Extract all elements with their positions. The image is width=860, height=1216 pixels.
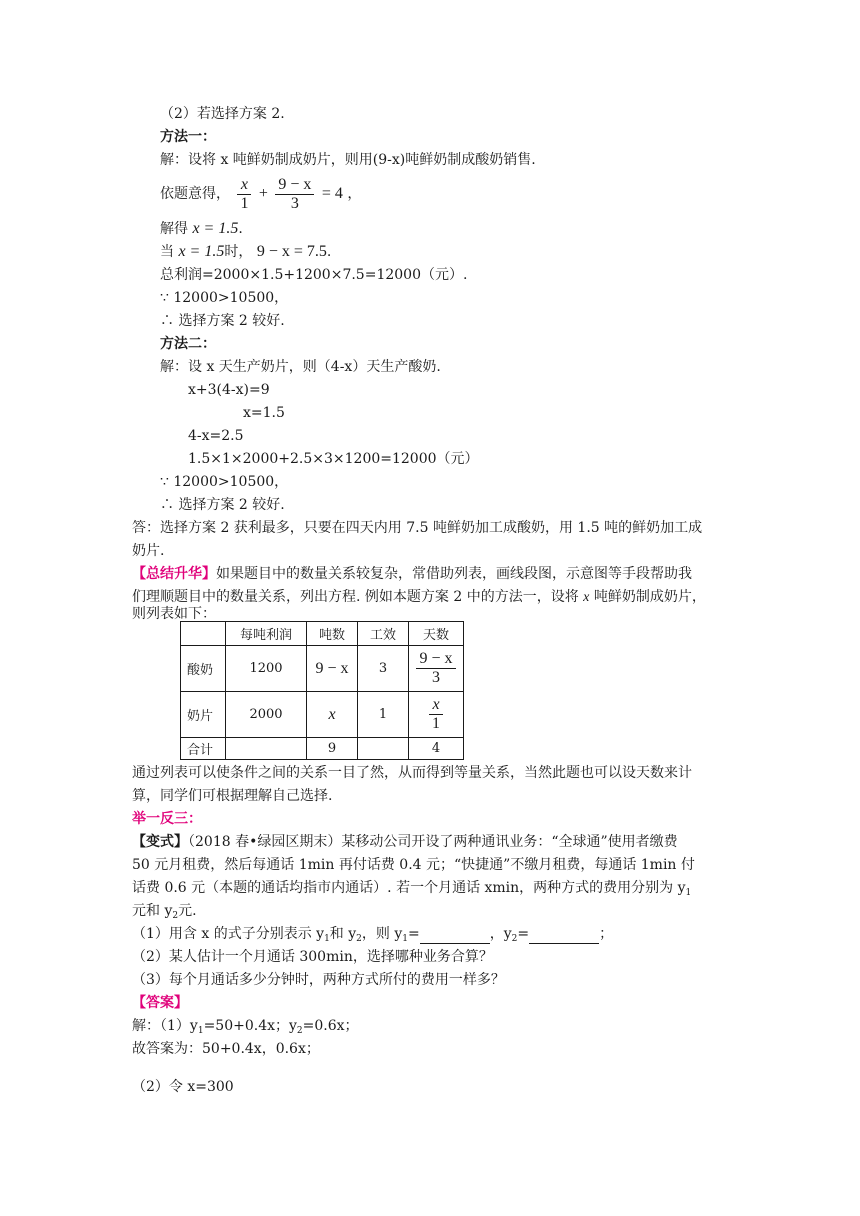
row-profit: 2000 [226, 692, 307, 738]
x-value: x = 1.5 [192, 220, 239, 237]
method1-when [160, 242, 331, 262]
answer-line-1 [132, 1016, 359, 1036]
row-rate [358, 738, 409, 760]
fraction-9-minus-x-over-3 [275, 176, 314, 213]
row-tons: 9 [307, 738, 358, 760]
method1-title: 方法一： [160, 129, 216, 145]
row-days: 4 [409, 738, 464, 760]
after-table-line-2: 算，同学们可根据理解自己选择. [132, 788, 333, 804]
row-name: 酸奶 [181, 646, 226, 692]
summary-text-1: 如果题目中的数量关系较复杂，常借助列表，画线段图，示意图等手段帮助我 [216, 566, 692, 582]
summary-text-2b: 吨鲜奶制成奶片， [589, 589, 706, 605]
summary-line-3: 则列表如下： [132, 606, 216, 622]
question-2: （2）某人估计一个月通话 300min，选择哪种业务合算？ [132, 949, 493, 965]
nine-minus-x: 9 − x = 7.5 [256, 243, 327, 260]
row-tons: x [307, 692, 358, 738]
when-label: 当 [160, 244, 174, 260]
result-suffix: . [238, 221, 243, 237]
example-heading: 举一反三： [132, 811, 202, 827]
summary-line-1 [132, 564, 692, 584]
sub-1: 1 [685, 888, 692, 898]
eq-suffix: ， [347, 186, 362, 202]
q1-sub-1: 1 [324, 934, 330, 944]
example-line-1 [132, 832, 678, 852]
days-denominator: 1 [432, 715, 440, 732]
frac2-numerator: 9 − x [275, 176, 314, 195]
method2-title: 方法二： [160, 336, 216, 352]
row-rate: 1 [358, 692, 409, 738]
method2-line-4: 1.5×1×2000+2.5×3×1200=12000（元） [188, 451, 479, 467]
summary-text-2a: 们理顺题目中的数量关系，列出方程. 例如本题方案 2 中的方法一，设将 [132, 589, 584, 605]
example-line-4 [132, 901, 197, 921]
answer-tag: 【答案】 [132, 995, 188, 1011]
q1-text-f: = [517, 926, 530, 942]
when-suffix: . [326, 244, 332, 260]
eq-rhs: = 4 [321, 185, 343, 202]
method1-solve: 解：设将 x 吨鲜奶制成奶片，则用(9-x)吨鲜奶制成酸奶销售. [160, 152, 536, 168]
header-cell: 天数 [409, 622, 464, 646]
header-cell [181, 622, 226, 646]
table-row [181, 646, 464, 692]
method2-line-3: 4-x=2.5 [188, 428, 244, 444]
answer-line-3: （2）令 x=300 [132, 1079, 234, 1095]
days-fraction [429, 696, 443, 733]
summary-line-2 [132, 587, 706, 608]
example-line-2: 50 元月租费，然后每通话 1min 再付话费 0.4 元；“快捷通”不缴月租费，每通话 1min 付 [132, 857, 695, 873]
q1-text-d: = [407, 926, 420, 942]
ans-sub-2: 2 [296, 1026, 303, 1036]
when-x: x = 1.5 [178, 243, 225, 260]
header-cell: 工效 [358, 622, 409, 646]
q1-text-b: 和 y [329, 926, 357, 942]
q1-text-c: ，则 y [361, 926, 403, 942]
variant-tag: 【变式】 [132, 834, 188, 850]
answer-line-2: 故答案为：50+0.4x，0.6x； [132, 1041, 320, 1057]
days-fraction [416, 650, 455, 687]
method2-because: ∵ 12000>10500， [160, 474, 289, 490]
q1-text-a: （1）用含 x 的式子分别表示 y [132, 926, 325, 942]
table-row [181, 692, 464, 738]
fraction-x-over-1 [237, 176, 251, 213]
method2-line-1: x+3(4-x)=9 [188, 382, 270, 398]
q1-sub-4: 2 [511, 934, 518, 944]
method1-therefore: ∴ 选择方案 2 较好. [160, 313, 285, 329]
table-header-row [181, 622, 464, 646]
q1-text-e: ，y [489, 926, 512, 942]
answer-line-2: 奶片. [132, 543, 165, 559]
answer-blank-y2[interactable] [529, 929, 599, 944]
method1-equation [160, 174, 361, 214]
answer-blank-y1[interactable] [420, 929, 490, 944]
row-profit: 1200 [226, 646, 307, 692]
row-days [409, 692, 464, 738]
method1-profit: 总利润=2000×1.5+1200×7.5=12000（元）. [160, 267, 468, 283]
row-tons: 9 − x [307, 646, 358, 692]
row-name: 奶片 [181, 692, 226, 738]
ans-sub-1: 1 [197, 1026, 204, 1036]
example-text-4: 元和 y [132, 903, 173, 919]
method2-solve: 解：设 x 天生产奶片，则（4-x）天生产酸奶. [160, 359, 441, 375]
row-days [409, 646, 464, 692]
days-numerator: x [429, 696, 443, 715]
q1-text-g: ； [599, 926, 614, 942]
table-row-total [181, 738, 464, 760]
after-table-line-1: 通过列表可以使条件之间的关系一目了然，从而得到等量关系，当然此题也可以设天数来计 [132, 765, 692, 781]
eq-prefix: 依题意得， [160, 186, 230, 202]
q1-sub-3: 1 [402, 934, 408, 944]
method2-therefore: ∴ 选择方案 2 较好. [160, 497, 285, 513]
answer-line-1: 答：选择方案 2 获利最多，只要在四天内用 7.5 吨鲜奶加工成酸奶，用 1.5 吨的鲜奶加工成 [132, 520, 703, 536]
days-numerator: 9 − x [416, 650, 455, 669]
frac1-numerator: x [237, 176, 251, 195]
summary-var: x [583, 590, 590, 605]
frac1-denominator: 1 [240, 194, 249, 212]
method1-because: ∵ 12000>10500， [160, 290, 289, 306]
example-text-3: 话费 0.6 元（本题的通话均指市内通话）. 若一个月通话 xmin，两种方式的费用分别为 y [132, 880, 686, 896]
ans-text-c: =0.6x； [302, 1018, 359, 1034]
question-1 [132, 924, 613, 944]
summary-tag: 【总结升华】 [132, 566, 216, 582]
header-cell: 每吨利润 [226, 622, 307, 646]
method1-result [160, 219, 243, 239]
result-label: 解得 [160, 221, 188, 237]
example-line-3 [132, 878, 691, 898]
ans-text-a: 解：（1）y [132, 1018, 198, 1034]
row-name: 合计 [181, 738, 226, 760]
row-rate: 3 [358, 646, 409, 692]
header-cell: 吨数 [307, 622, 358, 646]
question-3: （3）每个月通话多少分钟时，两种方式所付的费用一样多？ [132, 972, 505, 988]
sub-2: 2 [172, 911, 179, 921]
part2-heading: （2）若选择方案 2. [160, 106, 285, 122]
when-mid: 时， [224, 244, 253, 260]
ans-text-b: =50+0.4x；y [203, 1018, 297, 1034]
q1-sub-2: 2 [356, 934, 362, 944]
row-profit [226, 738, 307, 760]
days-denominator: 3 [432, 669, 440, 686]
plus-sign: + [258, 185, 268, 202]
example-text-4-end: 元. [178, 903, 197, 919]
frac2-denominator: 3 [290, 194, 299, 212]
quantity-table [180, 621, 464, 760]
method2-line-2: x=1.5 [243, 405, 285, 421]
example-text-1: （2018 春•绿园区期末）某移动公司开设了两种通讯业务：“全球通”使用者缴费 [188, 834, 678, 850]
